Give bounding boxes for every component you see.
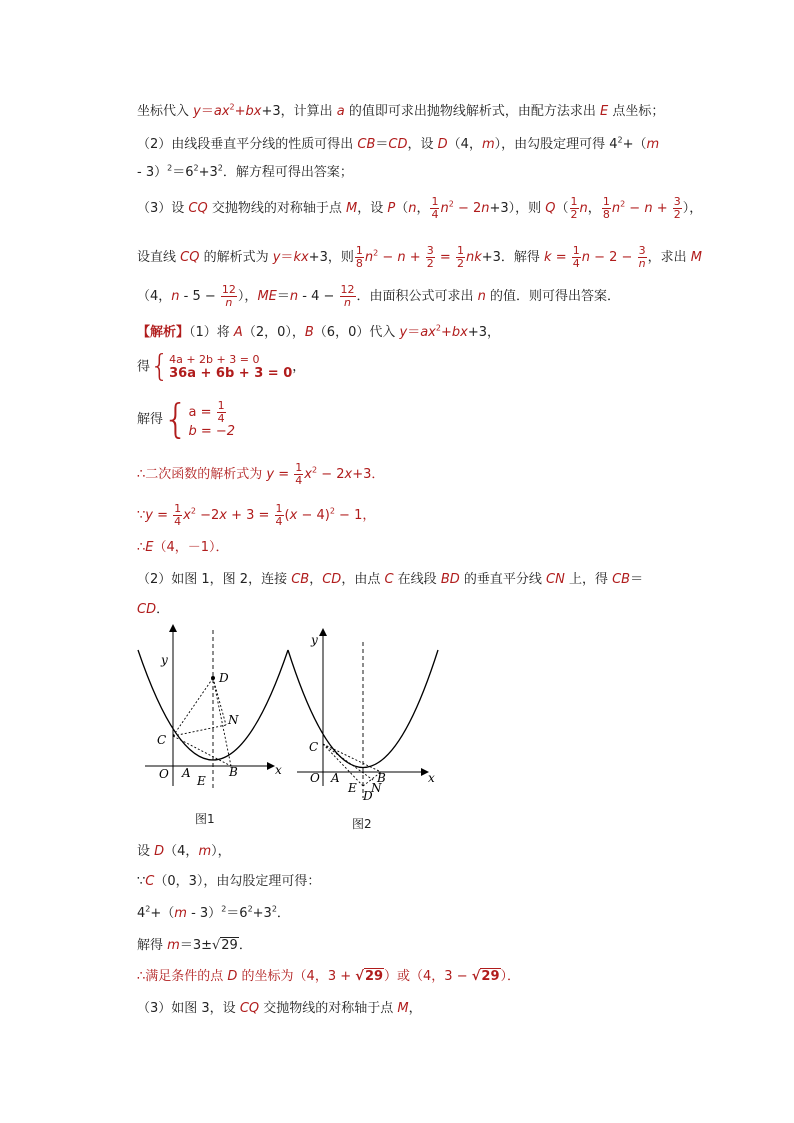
sqrt-sign: √ — [471, 969, 481, 984]
numerator: 1 — [355, 244, 363, 257]
fraction — [221, 284, 237, 309]
solution-line-10 — [137, 873, 320, 891]
denominator: 2 — [570, 208, 578, 221]
math: Q — [545, 201, 556, 216]
denominator: 4 — [295, 474, 303, 487]
math: n — [477, 289, 486, 304]
solution-line-9 — [137, 843, 231, 861]
equation: b = −2 — [188, 424, 236, 439]
text: 的垂直平分线 — [459, 572, 547, 587]
sqrt-radicand: 29 — [481, 969, 500, 984]
math: n — [364, 250, 374, 265]
math: + — [405, 250, 425, 265]
text: ＝ — [630, 572, 644, 587]
analysis-line-6 — [137, 284, 620, 309]
text: ∴ — [137, 540, 146, 555]
text: 2 — [193, 163, 199, 173]
math: kx — [293, 250, 309, 265]
denominator: 4 — [275, 515, 283, 528]
numerator: 12 — [221, 283, 236, 296]
math: 2 — [448, 199, 454, 209]
math: n — [579, 201, 588, 216]
math: n — [581, 250, 590, 265]
math: n — [644, 201, 653, 216]
math: a — [336, 104, 345, 119]
solution-line-8 — [137, 601, 169, 619]
numerator: 1 — [602, 195, 610, 208]
math: 2 — [229, 102, 235, 112]
text: 2 — [145, 904, 151, 914]
text: （2）由线段垂直平分线的性质可得出 — [137, 137, 358, 152]
figure-2-caption: 图2 — [352, 817, 372, 831]
denominator: 2 — [426, 257, 434, 270]
text: ．由面积公式可求出 — [356, 289, 478, 304]
text: +3 — [252, 906, 272, 921]
numerator: 1 — [456, 244, 464, 257]
fraction — [430, 196, 439, 221]
text: - 5 − — [179, 289, 220, 304]
text: （4， — [137, 289, 172, 304]
math: CB — [612, 572, 631, 587]
math: CQ — [180, 250, 200, 265]
math: 2 — [311, 465, 318, 475]
numerator: 3 — [673, 195, 681, 208]
fraction — [340, 284, 356, 309]
text: ＝ — [375, 137, 389, 152]
math: 2 — [373, 248, 379, 258]
denominator: 8 — [355, 257, 363, 270]
math: n — [171, 289, 180, 304]
text: ）或（4，3 − — [384, 969, 472, 984]
fig2-label-a: A — [331, 771, 340, 785]
math: x — [304, 467, 312, 482]
fig2-label-d: D — [363, 789, 373, 803]
math: n — [440, 201, 449, 216]
math: − — [378, 250, 398, 265]
equation: 4a + 2b + 3 = 0 — [169, 353, 260, 366]
math: m — [481, 137, 495, 152]
fig1-x-arrow — [267, 762, 275, 770]
fraction — [217, 400, 226, 425]
fig2-label-y: y — [311, 633, 318, 647]
text: ∴二次函数的解析式为 — [137, 467, 267, 482]
text: ． — [238, 938, 252, 953]
math: CB — [291, 572, 310, 587]
text: 交抛物线的对称轴于点 — [259, 1001, 398, 1016]
figure-1-caption: 图1 — [195, 812, 215, 826]
fig1-label-e: E — [197, 774, 206, 788]
solution-line-5 — [137, 503, 375, 528]
math: x — [344, 467, 353, 482]
figure-1 — [133, 620, 293, 820]
math: + 3 = — [226, 508, 274, 523]
math: bx — [451, 325, 468, 340]
fig1-label-y: y — [161, 653, 168, 667]
math: 2 — [190, 506, 196, 516]
text: - 4 − — [298, 289, 339, 304]
math: + — [234, 104, 246, 119]
text: +3 — [198, 165, 218, 180]
text: 2 — [247, 904, 253, 914]
fig1-label-o: O — [159, 767, 169, 781]
text: （1）将 — [189, 325, 234, 340]
analysis-line-4 — [137, 196, 702, 221]
fraction — [602, 196, 611, 221]
math: ＝ — [200, 104, 214, 119]
text: 得 — [137, 359, 151, 375]
text: （4， — [447, 137, 482, 152]
fig1-label-d: D — [219, 671, 229, 685]
text: 点坐标； — [608, 104, 665, 119]
math: A — [233, 325, 243, 340]
math: n — [611, 201, 621, 216]
equation-system-1 — [137, 349, 306, 384]
text: （3）设 — [137, 201, 189, 216]
text: 设 — [137, 844, 155, 859]
math: CN — [546, 572, 565, 587]
equation-lines — [169, 353, 292, 381]
math: n — [481, 201, 490, 216]
fraction — [173, 503, 182, 528]
fig2-label-c: C — [309, 740, 319, 754]
math: − 4) — [297, 508, 330, 523]
math: + — [652, 201, 672, 216]
text: ． — [156, 602, 170, 617]
text: （3）如图 3，设 — [137, 1001, 240, 1016]
math: D — [437, 137, 448, 152]
math: x — [183, 508, 191, 523]
math: − — [625, 201, 645, 216]
text: +3，则 — [308, 250, 354, 265]
fraction — [275, 503, 284, 528]
text: ，设 — [407, 137, 438, 152]
text: ）． — [500, 969, 521, 984]
numerator: 1 — [572, 244, 580, 257]
text: 上，得 — [564, 572, 613, 587]
text: ，设 — [357, 201, 388, 216]
solution-line-12 — [137, 937, 252, 955]
text: 2 — [617, 135, 623, 145]
text: ， — [292, 359, 306, 375]
fig1-y-arrow — [169, 624, 177, 632]
denominator: 4 — [217, 412, 225, 425]
text: 的值即可求出抛物线解析式，由配方法求出 — [344, 104, 601, 119]
text: 2 — [271, 904, 277, 914]
math: m — [167, 938, 180, 953]
math: BD — [440, 572, 460, 587]
analysis-line-2 — [137, 136, 659, 154]
numerator: 1 — [295, 461, 303, 474]
text: 的解析式为 — [199, 250, 273, 265]
text: ＝6 — [226, 906, 248, 921]
math: n — [289, 289, 299, 304]
math: +3． — [352, 467, 385, 482]
text: ，由点 — [341, 572, 385, 587]
text: 2 — [217, 163, 223, 173]
denominator: n — [638, 257, 646, 270]
math: x — [219, 508, 227, 523]
equation — [188, 400, 235, 425]
math: 2 — [435, 323, 441, 333]
brace: { — [163, 396, 189, 443]
text: +3），则 — [489, 201, 546, 216]
fig2-label-n: N — [371, 781, 382, 795]
math: M — [690, 250, 702, 265]
sqrt-sign: √ — [355, 969, 364, 984]
text: ∵ — [137, 874, 146, 889]
math: ME — [257, 289, 277, 304]
text: ）， — [682, 201, 703, 216]
math: n — [408, 201, 417, 216]
analysis-line-5 — [137, 245, 702, 270]
math: M — [345, 201, 358, 216]
fig1-dotted-segments — [173, 678, 231, 766]
fraction — [572, 245, 581, 270]
math: 2 — [620, 199, 626, 209]
denominator: n — [340, 296, 356, 309]
lhs: a = — [188, 405, 216, 420]
text: ＝3± — [179, 938, 212, 953]
math: ( — [284, 508, 290, 523]
math: k — [544, 250, 552, 265]
fig1-label-n: N — [228, 713, 239, 727]
text: ＝ — [276, 289, 290, 304]
math: ax — [213, 104, 230, 119]
denominator: 4 — [174, 515, 182, 528]
math: m — [174, 906, 187, 921]
text: 交抛物线的对称轴于点 — [207, 201, 346, 216]
math: y — [399, 325, 408, 340]
math: = — [435, 250, 455, 265]
math: − 2 — [453, 201, 482, 216]
fraction — [294, 462, 303, 487]
text: （ — [395, 201, 409, 216]
text: 解得 — [137, 412, 164, 427]
text: +3．解得 — [481, 250, 545, 265]
text: 2 — [167, 163, 173, 173]
numerator: 12 — [340, 283, 355, 296]
text: （4， — [164, 844, 199, 859]
solution-line-1 — [137, 324, 500, 342]
text: ， — [408, 1001, 422, 1016]
solution-line-7 — [137, 571, 643, 589]
math: ax — [420, 325, 436, 340]
numerator: 1 — [174, 502, 182, 515]
math: B — [304, 325, 314, 340]
math: D — [154, 844, 165, 859]
math: m — [646, 137, 660, 152]
math: E — [145, 540, 154, 555]
text: ． — [276, 906, 290, 921]
math: y — [145, 508, 153, 523]
math: − 1， — [334, 508, 376, 523]
equation-lines — [188, 400, 235, 439]
text: ）， — [211, 844, 231, 859]
fraction — [570, 196, 579, 221]
math: nk — [465, 250, 482, 265]
math: CD — [388, 137, 408, 152]
text: - 3） — [186, 906, 222, 921]
fig2-label-x: x — [428, 771, 435, 785]
math: x — [289, 508, 298, 523]
math: C — [145, 874, 155, 889]
text: ，求出 — [647, 250, 691, 265]
math: − 2 — [317, 467, 345, 482]
text: ， — [309, 572, 323, 587]
denominator: 4 — [431, 208, 439, 221]
text: - 3） — [137, 165, 168, 180]
math: C — [384, 572, 394, 587]
text: （4，－1）． — [153, 540, 229, 555]
math: CB — [357, 137, 376, 152]
fraction — [673, 196, 682, 221]
math: M — [397, 1001, 409, 1016]
fig1-label-c: C — [157, 733, 167, 747]
fig1-label-b: B — [229, 765, 238, 779]
math: ＝ — [407, 325, 421, 340]
sqrt-sign: √ — [211, 938, 221, 953]
fig1-label-x: x — [275, 763, 282, 777]
text: （2）如图 1，图 2，连接 — [137, 572, 292, 587]
text: ）， — [237, 289, 258, 304]
math: CD — [322, 572, 342, 587]
math: = — [274, 467, 294, 482]
fraction — [456, 245, 465, 270]
analysis-line-3 — [137, 164, 353, 182]
math: CQ — [239, 1001, 260, 1016]
text: 2 — [221, 904, 227, 914]
math: D — [227, 969, 238, 984]
numerator: 3 — [426, 244, 434, 257]
math: −2 — [195, 508, 220, 523]
text: +（ — [622, 137, 647, 152]
text: +3，计算出 — [261, 104, 337, 119]
text: 的值．则可得出答案． — [485, 289, 621, 304]
denominator: 2 — [456, 257, 464, 270]
text: 4 — [137, 906, 146, 921]
math: CD — [137, 602, 157, 617]
fig2-label-b: B — [377, 771, 386, 785]
solution-line-4 — [137, 462, 384, 487]
text: ， — [416, 201, 430, 216]
denominator: 2 — [673, 208, 681, 221]
text: （ — [555, 201, 569, 216]
math: y — [193, 104, 201, 119]
numerator: 1 — [570, 195, 578, 208]
fig2-y-arrow — [319, 628, 327, 636]
fig1-label-a: A — [182, 766, 191, 780]
text: 解得 — [137, 938, 168, 953]
math: + — [440, 325, 452, 340]
analysis-line-1 — [137, 103, 664, 121]
text: （6，0）代入 — [313, 325, 400, 340]
text: ），由勾股定理可得 4 — [494, 137, 618, 152]
solution-line-13 — [137, 968, 520, 986]
text: 设直线 — [137, 250, 181, 265]
fig2-label-o: O — [310, 771, 320, 785]
math: ＝ — [280, 250, 294, 265]
solution-header: 【解析】 — [137, 325, 190, 340]
text: +3， — [467, 325, 500, 340]
text: ， — [587, 201, 601, 216]
sqrt-radicand: 29 — [221, 938, 238, 953]
math: n — [397, 250, 406, 265]
numerator: 1 — [431, 195, 439, 208]
sqrt-radicand: 29 — [364, 969, 384, 984]
math: E — [600, 104, 609, 119]
text: ＝6 — [172, 165, 194, 180]
fraction — [638, 245, 647, 270]
math: y — [266, 467, 275, 482]
fraction — [355, 245, 364, 270]
figure-2 — [283, 620, 443, 820]
text: 的坐标为（4，3 + — [237, 969, 356, 984]
text: （0，3），由勾股定理可得： — [154, 874, 321, 889]
text: ．解方程可得出答案； — [222, 165, 353, 180]
text: ∵ — [137, 508, 146, 523]
text: +（ — [150, 906, 175, 921]
solution-line-14 — [137, 1000, 422, 1018]
math: m — [198, 844, 212, 859]
text: 坐标代入 — [137, 104, 194, 119]
math: y — [272, 250, 281, 265]
text: 在线段 — [393, 572, 441, 587]
equation: 36a + 6b + 3 = 0 — [169, 366, 293, 381]
math: 2 — [329, 506, 335, 516]
math: P — [387, 201, 396, 216]
text: （2，0）， — [242, 325, 305, 340]
denominator: n — [221, 296, 237, 309]
math: = — [152, 508, 173, 523]
numerator: 1 — [217, 399, 225, 412]
denominator: 8 — [602, 208, 610, 221]
math: − 2 − — [589, 250, 637, 265]
solution-line-6 — [137, 539, 229, 557]
fraction — [426, 245, 435, 270]
fig2-label-e: E — [348, 781, 357, 795]
numerator: 1 — [275, 502, 283, 515]
text: ∴满足条件的点 — [137, 969, 228, 984]
equation-system-2 — [137, 396, 236, 443]
solution-line-11 — [137, 905, 290, 923]
math: = — [551, 250, 571, 265]
denominator: 4 — [572, 257, 580, 270]
math: bx — [245, 104, 262, 119]
math: CQ — [188, 201, 208, 216]
numerator: 3 — [638, 244, 646, 257]
brace: { — [150, 349, 170, 384]
fig1-point-d — [211, 676, 215, 680]
